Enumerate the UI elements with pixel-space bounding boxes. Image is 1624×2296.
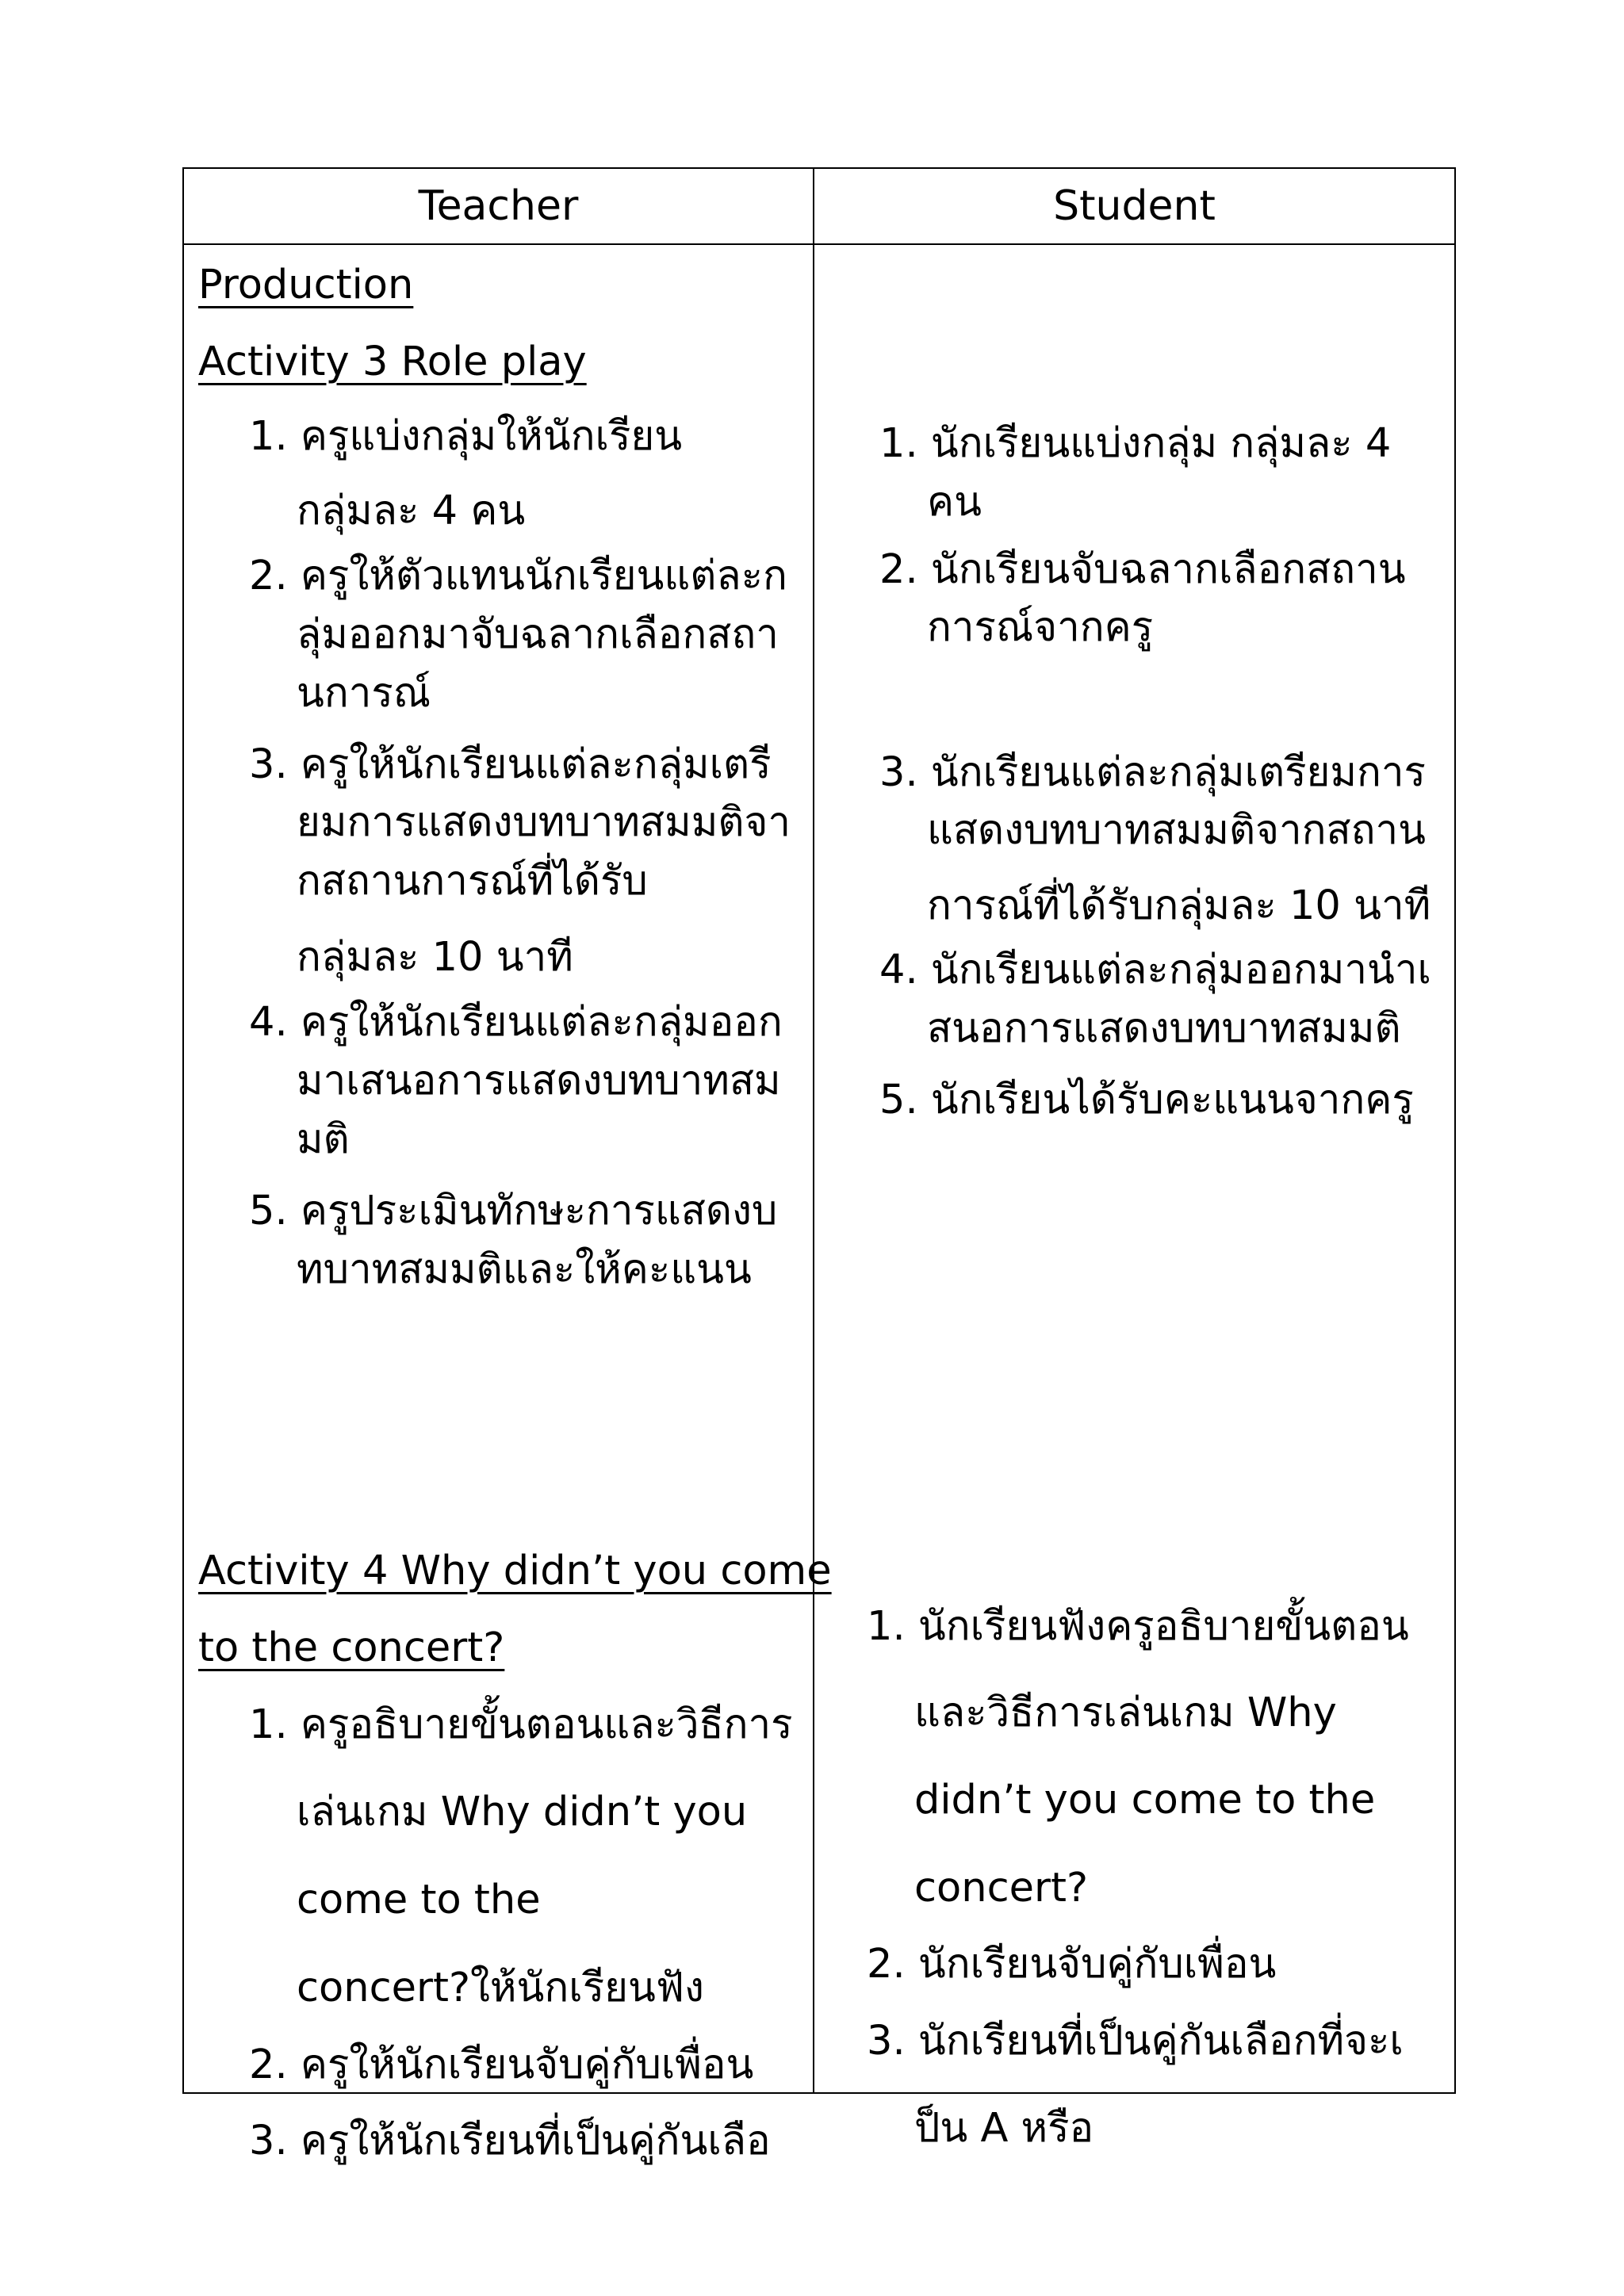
- header-row: [183, 168, 1455, 244]
- student-a4-line: didn’t you come to the: [914, 1777, 1376, 1823]
- student-a3-line: คน: [927, 479, 982, 526]
- student-a4-line: 1. นักเรียนฟังครูอธิบายขั้นตอน: [867, 1603, 1409, 1650]
- teacher-cell: [183, 244, 832, 2164]
- teacher-a4-line: come to the: [297, 1877, 541, 1923]
- student-a3-line: 1. นักเรียนแบ่งกลุ่ม กลุ่มละ 4: [879, 420, 1392, 467]
- student-a4-line: 2. นักเรียนจับคู่กับเพื่อน: [867, 1941, 1277, 1988]
- student-a3-line: การณ์จากครู: [927, 604, 1154, 651]
- student-a3-line: 2. นักเรียนจับฉลากเลือกสถาน: [879, 546, 1406, 593]
- teacher-a4-line: 2. ครูให้นักเรียนจับคู่กับเพื่อน: [249, 2042, 754, 2088]
- lesson-plan-table: [182, 167, 1456, 2164]
- teacher-a3-line: กลุ่มละ 10 นาที: [297, 934, 573, 981]
- section-title-production: Production: [198, 262, 414, 308]
- teacher-a3-line: ทบาทสมมติและให้คะแนน: [297, 1246, 752, 1293]
- teacher-a3-line: ยมการแสดงบทบาทสมมติจา: [297, 799, 791, 846]
- teacher-a4-line: concert?ให้นักเรียนฟัง: [297, 1965, 704, 2011]
- teacher-a3-line: กสถานการณ์ที่ได้รับ: [297, 858, 648, 905]
- teacher-a3-line: 4. ครูให้นักเรียนแต่ละกลุ่มออก: [249, 999, 783, 1046]
- teacher-a4-line: 3. ครูให้นักเรียนที่เป็นคู่กันเลือ: [249, 2118, 771, 2164]
- activity4-title-continued: to the concert?: [198, 1624, 505, 1671]
- activity4-title: Activity 4 Why didn’t you come: [198, 1548, 832, 1594]
- student-a3-line: แสดงบทบาทสมมติจากสถาน: [927, 807, 1427, 854]
- student-a3-line: การณ์ที่ได้รับกลุ่มละ 10 นาที: [927, 882, 1431, 929]
- student-a3-line: สนอการแสดงบทบาทสมมติ: [927, 1005, 1401, 1052]
- teacher-a4-line: เล่นเกม Why didn’t you: [297, 1789, 748, 1835]
- teacher-a3-line: 1. ครูแบ่งกลุ่มให้นักเรียน: [249, 413, 683, 460]
- teacher-a3-line: 5. ครูประเมินทักษะการแสดงบ: [249, 1188, 778, 1234]
- activity3-title: Activity 3 Role play: [198, 339, 587, 385]
- student-cell: [814, 244, 1455, 2152]
- student-a3-line: 3. นักเรียนแต่ละกลุ่มเตรียมการ: [879, 749, 1426, 796]
- teacher-a4-line: 1. ครูอธิบายขั้นตอนและวิธีการ: [249, 1701, 793, 1748]
- student-a4-line: ป็น A หรือ: [914, 2105, 1094, 2152]
- teacher-a3-line: ลุ่มออกมาจับฉลากเลือกสถา: [297, 611, 779, 658]
- student-a3-line: 5. นักเรียนได้รับคะแนนจากครู: [879, 1077, 1414, 1123]
- student-column-header: Student: [814, 168, 1455, 244]
- teacher-a3-line: 2. ครูให้ตัวแทนนักเรียนแต่ละก: [249, 553, 787, 599]
- student-a4-line: concert?: [914, 1865, 1089, 1911]
- teacher-a3-line: มาเสนอการแสดงบทบาทสม: [297, 1058, 781, 1104]
- content-row: [183, 244, 1455, 2093]
- teacher-a3-line: มติ: [297, 1116, 350, 1163]
- student-a4-line: 3. นักเรียนที่เป็นคู่กันเลือกที่จะเ: [867, 2018, 1404, 2064]
- teacher-a3-line: 3. ครูให้นักเรียนแต่ละกลุ่มเตรี: [249, 741, 772, 788]
- teacher-a3-line: กลุ่มละ 4 คน: [297, 488, 526, 534]
- student-a4-line: และวิธีการเล่นเกม Why: [914, 1689, 1337, 1736]
- student-a3-line: 4. นักเรียนแต่ละกลุ่มออกมานำเ: [879, 947, 1431, 993]
- teacher-column-header: Teacher: [183, 168, 814, 244]
- teacher-a3-line: นการณ์: [297, 670, 431, 717]
